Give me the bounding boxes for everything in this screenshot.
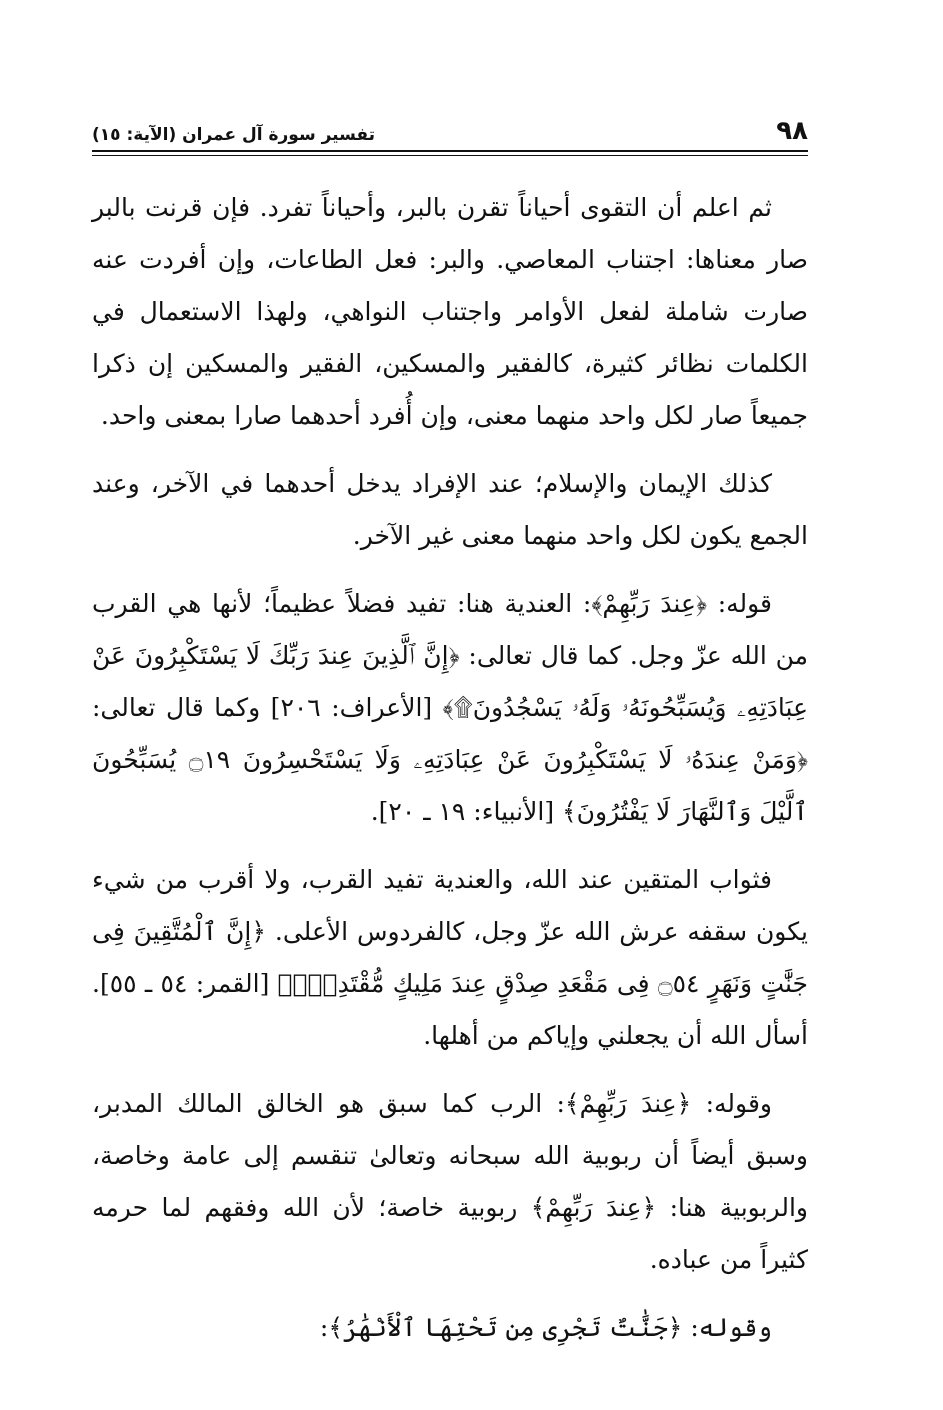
paragraph-iman-islam [92,458,808,562]
header-divider [92,155,808,156]
paragraph-text: وقوله: ﴿عِندَ رَبِّهِمْ﴾: الرب كما سبق هو الخالق المالك المدبر، وسبق أيضاً أن ربوبية الله سبحانه وتعالىٰ تنقسم إلى عامة وخاصة، والربوبية هنا: ﴿عِندَ رَبِّهِمْ﴾ ربوبية خاصة؛ لأن الله وفقهم لما حرمه كثيراً من عباده. [92,1089,808,1274]
paragraph-taqwa [92,182,808,442]
paragraph-rububiyya [92,1078,808,1286]
paragraph-text: فثواب المتقين عند الله، والعندية تفيد القرب، ولا أقرب من شيء يكون سقفه عرش الله عزّ وجل، كالفردوس الأعلى. ﴿إِنَّ ٱلْمُتَّقِينَ فِى جَنَّٰتٍ وَنَهَرٍ ۝٥٤ فِى مَقْعَدِ صِدْقٍ عِندَ مَلِيكٍ مُّقْتَدِرٍۭ﴾ [القمر: ٥٤ ـ ٥٥]. أسأل الله أن يجعلني وإياكم من أهلها. [92,865,808,1050]
paragraph-jannat: وقوله: ﴿جَنَّٰتٌ تَجْرِى مِن تَحْتِهَا ٱلْأَنْهَٰرُ﴾: [319,1313,772,1342]
paragraph-text: قوله: ﴿عِندَ رَبِّهِمْ﴾: العندية هنا: تفيد فضلاً عظيماً؛ لأنها هي القرب من الله عزّ وجل. كما قال تعالى: ﴿إِنَّ ٱلَّذِينَ عِندَ رَبِّكَ لَا يَسْتَكْبِرُونَ عَنْ عِبَادَتِهِۦ وَيُسَبِّحُونَهُۥ وَلَهُۥ يَسْجُدُونَ۩﴾ [الأعراف: ٢٠٦] وكما قال تعالى: ﴿وَمَنْ عِندَهُۥ لَا يَسْتَكْبِرُونَ عَنْ عِبَادَتِهِۦ وَلَا يَسْتَحْسِرُونَ ۝١٩ يُسَبِّحُونَ ٱلَّيْلَ وَٱلنَّهَارَ لَا يَفْتُرُونَ﴾ [الأنبياء: ١٩ ـ ٢٠]. [92,589,808,826]
running-title: تفسير سورة آل عمران (الآية: ١٥) [92,125,376,145]
paragraph-thawab [92,854,808,1062]
paragraph-indiyya [92,578,808,838]
book-page [92,100,808,1354]
page-number: ٩٨ [776,116,808,146]
page-header [92,100,808,152]
page-body [92,182,808,1354]
paragraph-text: ثم اعلم أن التقوى أحياناً تقرن بالبر، وأحياناً تفرد. فإن قرنت بالبر صار معناها: اجتناب المعاصي. والبر: فعل الطاعات، وإن أفردت عنه صارت شاملة لفعل الأوامر واجتناب النواهي، ولهذا الاستعمال في الكلمات نظائر كثيرة، كالفقير والمسكين، الفقير والمسكين إن ذكرا جميعاً صار لكل واحد منهما معنى، وإن أُفرد أحدهما صارا بمعنى واحد. [92,193,808,430]
paragraph-text: كذلك الإيمان والإسلام؛ عند الإفراد يدخل أحدهما في الآخر، وعند الجمع يكون لكل واحد منهما معنى غير الآخر. [92,469,808,550]
